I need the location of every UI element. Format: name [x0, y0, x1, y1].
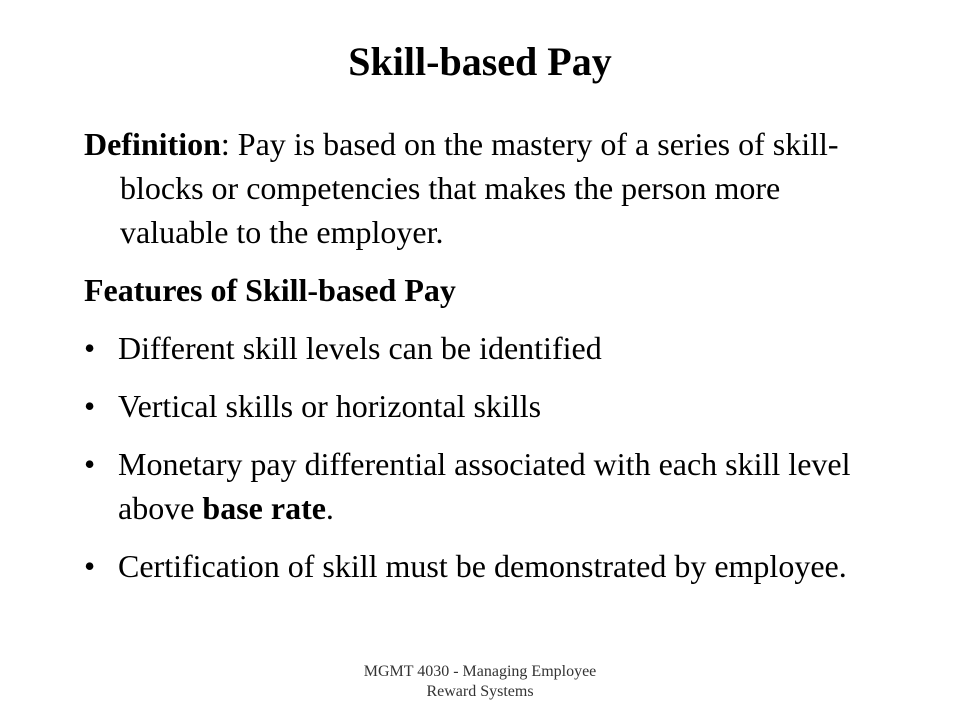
bullet-text: Different skill levels can be identified: [118, 330, 602, 366]
footer-title-line: Reward Systems: [426, 683, 534, 700]
definition-text: Pay is based on the mastery of a series of skill-blocks or competencies that makes the person more valuable to the employer.: [120, 126, 839, 250]
definition-label: Definition: [84, 126, 221, 162]
bullet-text: [118, 446, 850, 526]
features-heading: Features of Skill-based Pay: [84, 272, 456, 308]
footer-course-line: MGMT 4030 - Managing Employee: [363, 663, 597, 680]
bullet-icon: •: [84, 388, 96, 424]
bullet-text: Certification of skill must be demonstrated by employee.: [118, 548, 847, 584]
bullet-text-end: .: [325, 490, 334, 526]
bullet-item-vertical-horizontal: [84, 384, 884, 428]
bullet-text-start: Monetary pay differential associated with each skill level above: [118, 446, 851, 526]
bullet-text: Vertical skills or horizontal skills: [118, 388, 542, 424]
bullet-icon: •: [84, 446, 96, 482]
slide-footer: [280, 662, 680, 702]
base-rate-emphasis: base rate: [202, 490, 326, 526]
bullet-icon: •: [84, 548, 96, 584]
bullet-icon: •: [84, 330, 96, 366]
definition-paragraph: [84, 122, 884, 254]
bullet-item-certification: [84, 544, 884, 588]
definition-separator: :: [220, 126, 238, 162]
slide-title: Skill-based Pay: [348, 39, 612, 84]
bullet-item-monetary-pay: [84, 442, 884, 530]
bullet-item-skill-levels: [84, 326, 884, 370]
slide-body: [84, 122, 884, 602]
